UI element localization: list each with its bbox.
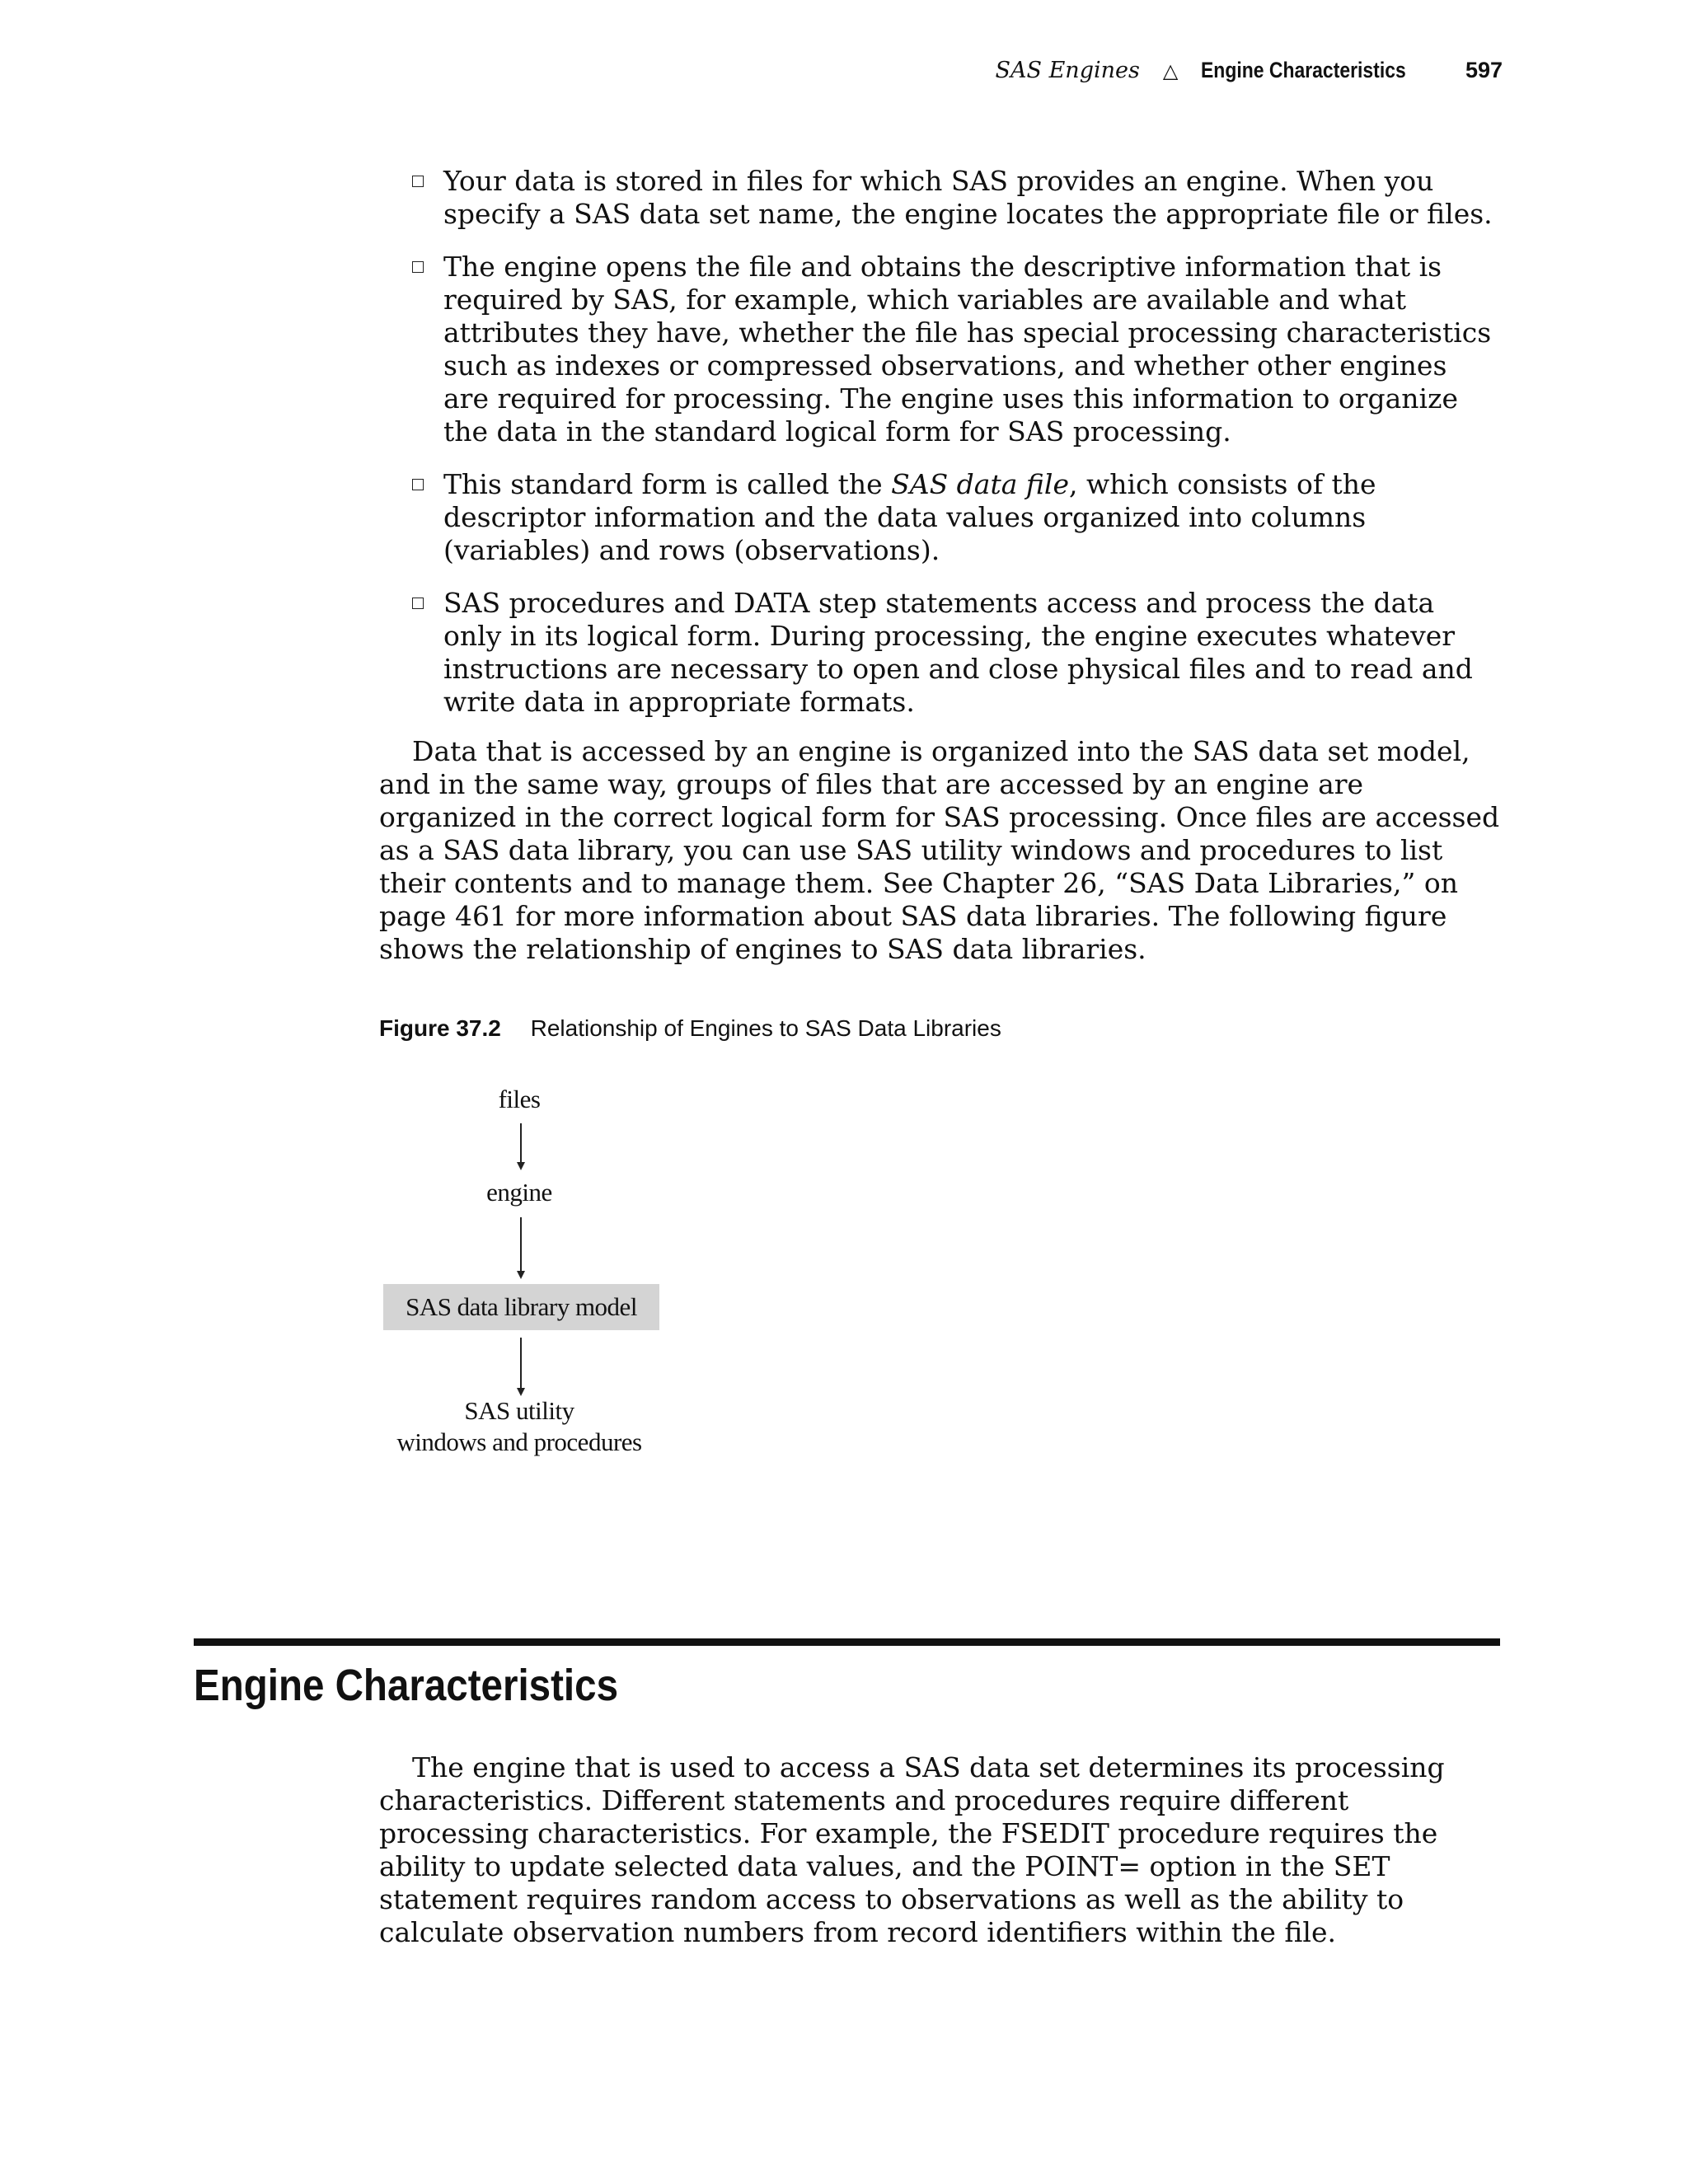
diagram-node-utility-line2: windows and procedures xyxy=(396,1427,642,1456)
figure-title: Relationship of Engines to SAS Data Libraries xyxy=(530,1015,1001,1041)
triangle-icon: △ xyxy=(1162,59,1179,82)
list-item xyxy=(412,587,1500,719)
bullet-list xyxy=(412,165,1500,738)
square-bullet-icon xyxy=(412,261,424,273)
list-item-text: SAS procedures and DATA step statements access and process the data only in its logical form. During processing, the engine executes whatever instructions are necessary to open and close physical files and to read and write data in appropriate formats. xyxy=(443,587,1473,718)
diagram-node-utility xyxy=(379,1395,659,1458)
page-number: 597 xyxy=(1465,58,1503,82)
list-item-text: The engine opens the file and obtains the descriptive information that is required by SAS, for example, which variables are available and what attributes they have, whether the file has special processing characteristics such as indexes or compressed observations, and whether other engines are required for processing. The engine uses this information to organize the data in the standard logical form for SAS processing. xyxy=(443,251,1492,448)
figure-label: Figure 37.2 xyxy=(379,1015,501,1041)
list-item xyxy=(412,251,1500,448)
header-section: Engine Characteristics xyxy=(1201,58,1407,82)
section-divider xyxy=(194,1638,1500,1646)
square-bullet-icon xyxy=(412,598,424,609)
flow-diagram xyxy=(379,1084,709,1479)
figure-caption xyxy=(379,1015,1001,1042)
diagram-node-library: SAS data library model xyxy=(383,1284,659,1330)
square-bullet-icon xyxy=(412,176,424,187)
body-paragraph: Data that is accessed by an engine is organized into the SAS data set model, and in the same way, groups of files that are accessed by an engine are organized in the correct logical form for SAS processing. Once files are accessed as a SAS data library, you can use SAS utility windows and procedures to list their contents and to manage them. See Chapter 26, “SAS Data Libraries,” on page 461 for more information about SAS data libraries. The following figure shows the relationship of engines to SAS data libraries. xyxy=(379,735,1500,965)
diagram-node-utility-line1: SAS utility xyxy=(464,1396,574,1425)
list-item-text-before: This standard form is called the xyxy=(443,468,892,500)
list-item-text-after: , which consists of the descriptor information and the data values organized into columns (variables) and rows (observations). xyxy=(443,468,1376,566)
list-item-term: SAS data file xyxy=(891,468,1069,500)
header-chapter: SAS Engines xyxy=(995,58,1140,83)
list-item xyxy=(412,165,1500,231)
diagram-node-engine: engine xyxy=(486,1178,552,1207)
body-paragraph: The engine that is used to access a SAS data set determines its processing characteristics. Different statements and procedures require different processing characteristics. For example, the FSEDIT procedure requires the ability to update selected data values, and the POINT= option in the SET statement requires random access to observations as well as the ability to calculate observation numbers from record identifiers within the file. xyxy=(379,1751,1445,1948)
square-bullet-icon xyxy=(412,479,424,490)
diagram-node-files: files xyxy=(498,1085,541,1113)
running-header xyxy=(996,58,1503,83)
list-item xyxy=(412,468,1500,567)
section-title: Engine Characteristics xyxy=(194,1661,619,1710)
list-item-text: Your data is stored in files for which SAS provides an engine. When you specify a SAS data set name, the engine locates the appropriate file or files. xyxy=(443,165,1493,230)
